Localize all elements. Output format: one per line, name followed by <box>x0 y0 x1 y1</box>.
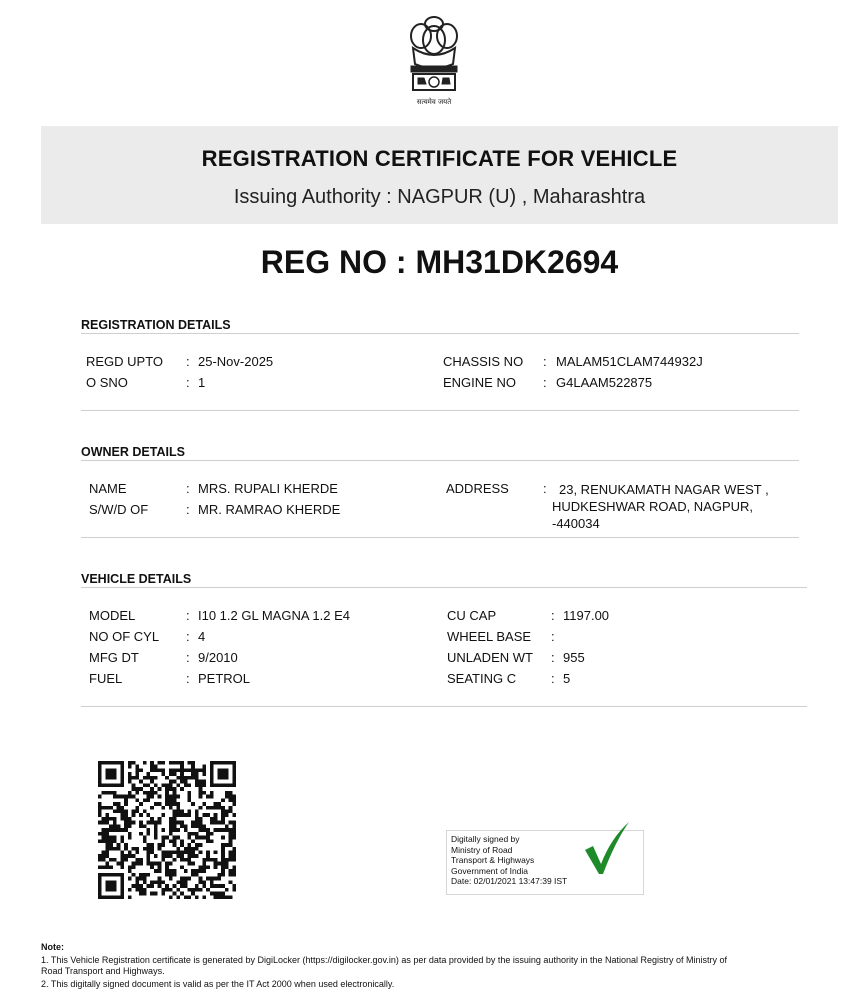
colon: : <box>543 354 547 369</box>
signature-line: Ministry of Road <box>451 844 513 855</box>
qr-modules <box>98 761 236 899</box>
emblem-motto: सत्यमेव जयते <box>416 98 452 106</box>
cu-cap-value: 1197.00 <box>563 608 610 623</box>
unladen-wt-label: UNLADEN WT <box>447 650 533 665</box>
address-line: -440034 <box>552 516 600 531</box>
no-of-cyl-value: 4 <box>198 629 206 644</box>
regd-upto-value: 25-Nov-2025 <box>198 354 274 369</box>
signature-date: Date: 02/01/2021 13:47:39 IST <box>451 876 568 886</box>
no-of-cyl-label: NO OF CYL <box>89 629 160 644</box>
issuing-authority: Issuing Authority : NAGPUR (U) , Maharashtra <box>233 186 646 208</box>
colon: : <box>186 650 190 665</box>
colon: : <box>551 650 555 665</box>
mfg-dt-label: MFG DT <box>89 650 139 665</box>
signature-line: Government of India <box>451 865 529 876</box>
model-value: I10 1.2 GL MAGNA 1.2 E4 <box>198 608 350 623</box>
registration-details-heading: REGISTRATION DETAILS <box>81 318 231 332</box>
engine-no-value: G4LAAM522875 <box>556 375 653 390</box>
owner-name-label: NAME <box>89 481 127 496</box>
unladen-wt-value: 955 <box>563 650 585 665</box>
divider <box>81 587 807 588</box>
address-value <box>552 481 792 532</box>
colon: : <box>186 375 190 390</box>
note-heading: Note: <box>41 942 64 952</box>
owner-name-value: MRS. RUPALI KHERDE <box>198 481 338 496</box>
o-sno-value: 1 <box>198 375 206 390</box>
qr-code <box>98 761 236 899</box>
divider <box>81 460 799 461</box>
seating-label: SEATING C <box>447 671 517 686</box>
swd-value: MR. RAMRAO KHERDE <box>198 502 341 517</box>
national-emblem-icon <box>405 14 463 110</box>
owner-details-heading: OWNER DETAILS <box>81 445 185 459</box>
divider <box>81 333 799 334</box>
engine-no-label: ENGINE NO <box>443 375 516 390</box>
colon: : <box>543 481 547 496</box>
colon: : <box>186 608 190 623</box>
registration-number: REG NO : MH31DK2694 <box>260 244 619 280</box>
colon: : <box>551 608 555 623</box>
swd-label: S/W/D OF <box>89 502 149 517</box>
colon: : <box>186 629 190 644</box>
signature-text <box>451 834 568 887</box>
note-line-1: 1. This Vehicle Registration certificate is generated by DigiLocker (https://digilocker.gov.in) as per data provided by the issuing authority in the National Registry of Ministry of <box>41 955 728 965</box>
mfg-dt-value: 9/2010 <box>198 650 238 665</box>
signature-line: Digitally signed by <box>451 834 520 844</box>
model-label: MODEL <box>89 608 136 623</box>
divider <box>81 537 799 538</box>
divider <box>81 410 799 411</box>
wheel-base-label: WHEEL BASE <box>447 629 532 644</box>
address-line: HUDKESHWAR ROAD, NAGPUR, <box>552 499 754 514</box>
divider <box>81 706 807 707</box>
chassis-no-value: MALAM51CLAM744932J <box>556 354 703 369</box>
colon: : <box>186 354 190 369</box>
verified-check-icon <box>583 820 631 876</box>
colon: : <box>186 481 190 496</box>
vehicle-details-heading: VEHICLE DETAILS <box>81 572 192 586</box>
address-line: 23, RENUKAMATH NAGAR WEST , <box>559 482 769 497</box>
header-banner <box>41 126 838 224</box>
colon: : <box>186 502 190 517</box>
regd-upto-label: REGD UPTO <box>86 354 164 369</box>
colon: : <box>551 671 555 686</box>
note-line-2: Road Transport and Highways. <box>41 966 165 976</box>
colon: : <box>543 375 547 390</box>
colon: : <box>186 671 190 686</box>
cu-cap-label: CU CAP <box>447 608 497 623</box>
o-sno-label: O SNO <box>86 375 128 390</box>
certificate-title: REGISTRATION CERTIFICATE FOR VEHICLE <box>201 146 678 171</box>
fuel-value: PETROL <box>198 671 251 686</box>
colon: : <box>551 629 555 644</box>
note-line-3: 2. This digitally signed document is valid as per the IT Act 2000 when used electronically. <box>41 979 395 989</box>
seating-value: 5 <box>563 671 571 686</box>
signature-line: Transport & Highways <box>451 855 535 865</box>
address-label: ADDRESS <box>446 481 509 496</box>
fuel-label: FUEL <box>89 671 123 686</box>
chassis-no-label: CHASSIS NO <box>443 354 524 369</box>
